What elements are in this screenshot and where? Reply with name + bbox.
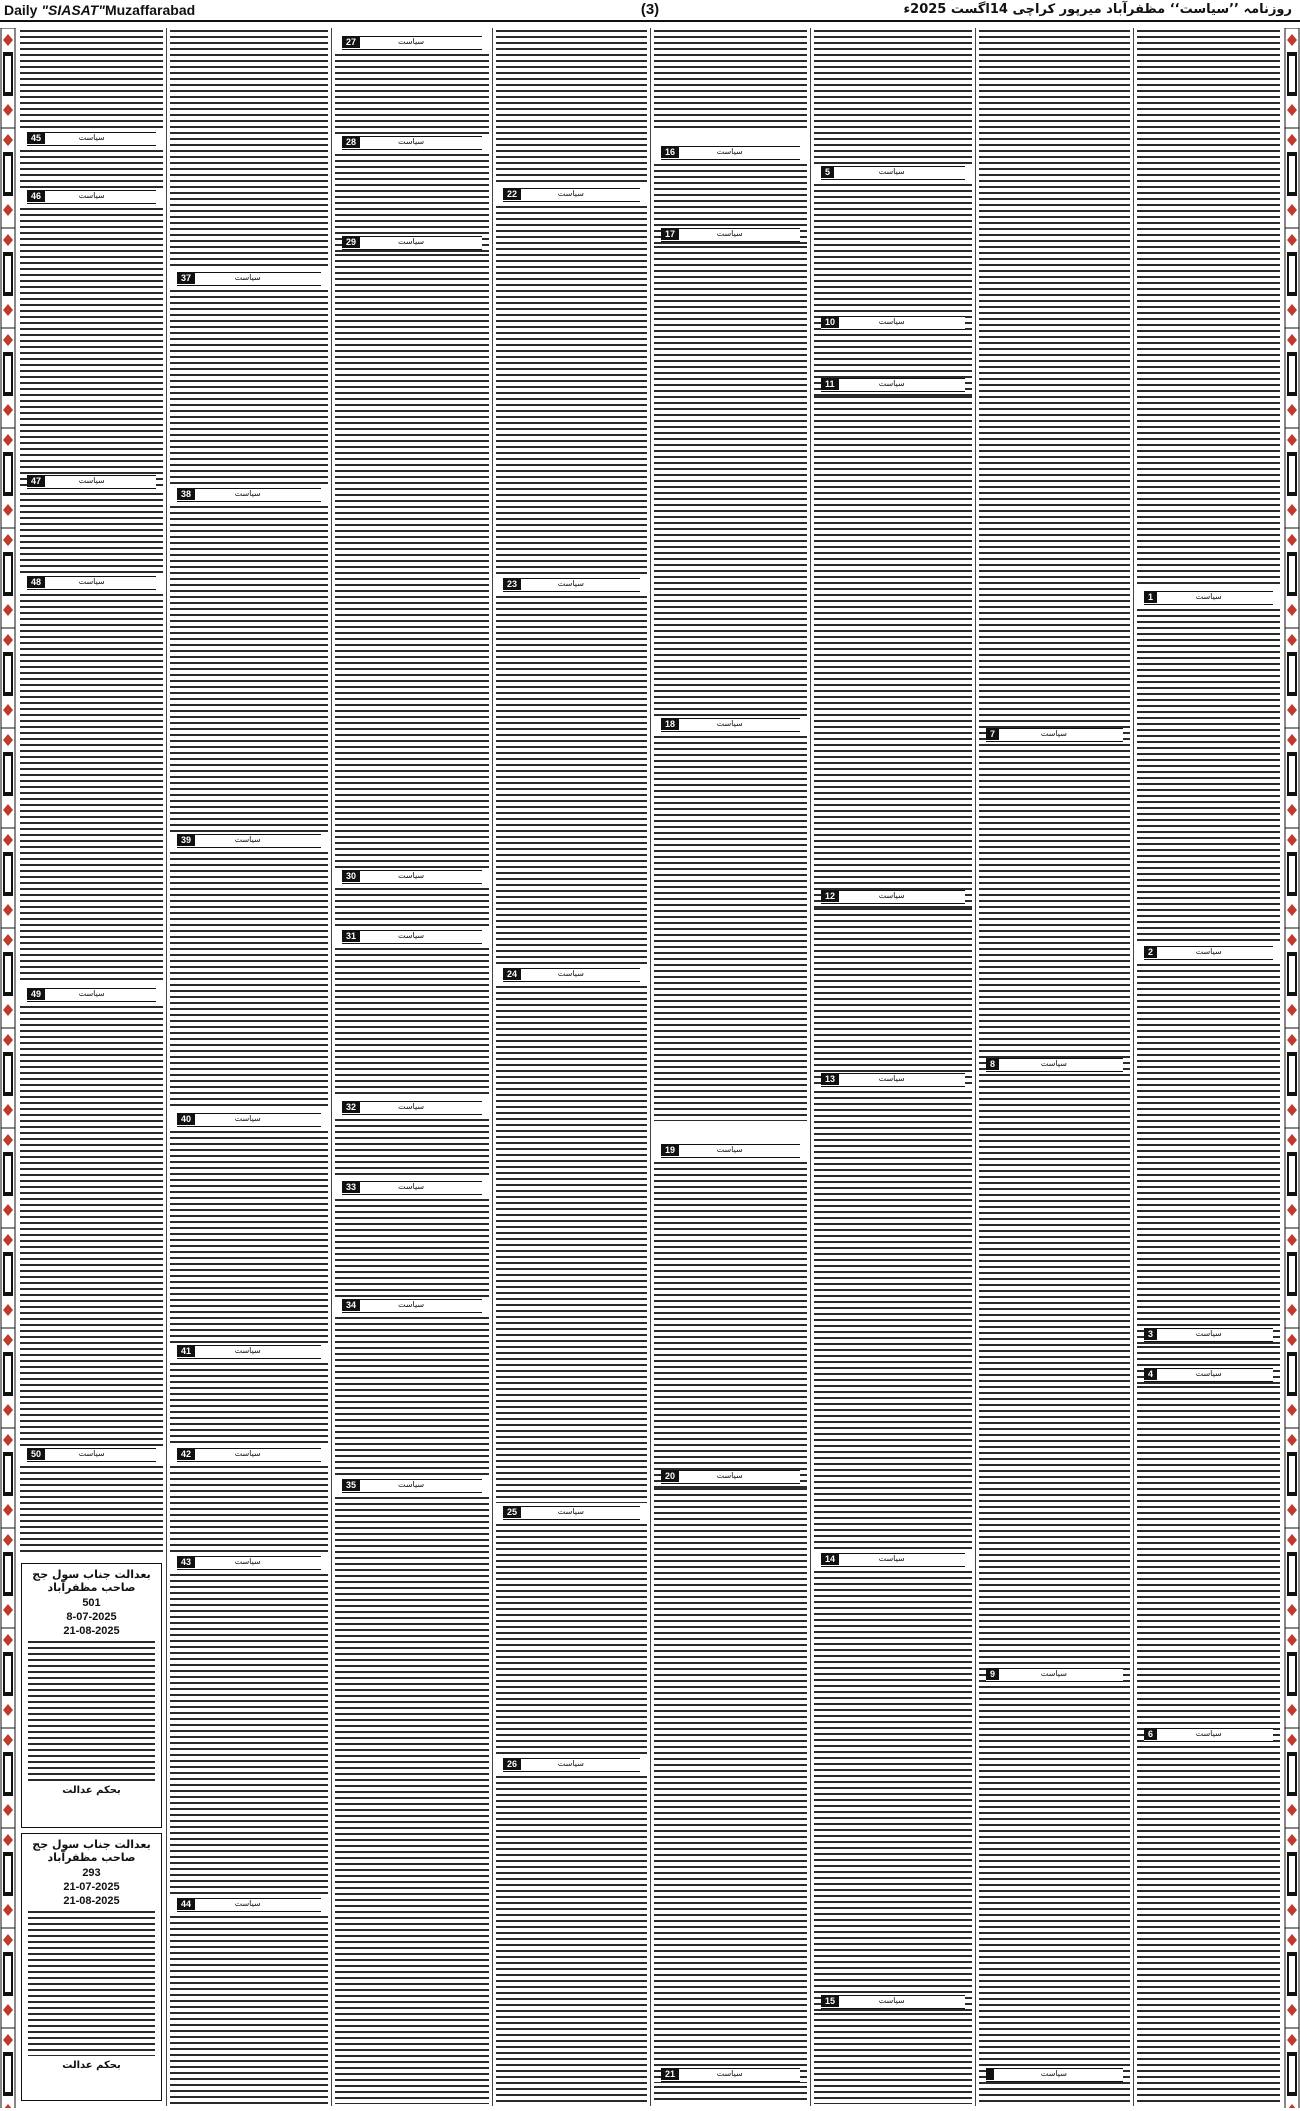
article-tag: 17 سیاست <box>661 228 800 242</box>
article-tag: 10 سیاست <box>821 316 965 330</box>
article-tag: 1 سیاست <box>1144 591 1273 605</box>
article-text <box>20 30 163 130</box>
article-tag: 18 سیاست <box>661 718 800 732</box>
article-tag: 29 سیاست <box>342 236 482 250</box>
article-tag: 5 سیاست <box>821 166 965 180</box>
article-tag: 35 سیاست <box>342 1479 482 1493</box>
column-2 <box>167 28 331 2106</box>
column-7 <box>976 28 1133 2106</box>
article-text <box>20 1006 163 1446</box>
article-tag: 27 سیاست <box>342 36 482 50</box>
article-text <box>814 334 972 404</box>
column-5 <box>651 28 810 2106</box>
article-tag: 28 سیاست <box>342 136 482 150</box>
urdu-dateline: روزنامہ ’’سیاست‘‘ مظفرآباد میرپور کراچی 14اگست 2025ء <box>903 2 1292 17</box>
article-tag: 30 سیاست <box>342 870 482 884</box>
masthead <box>0 0 1300 22</box>
article-tag: 34 سیاست <box>342 1299 482 1313</box>
article-text <box>654 1488 807 2083</box>
article-text <box>654 2086 807 2104</box>
article-tag: 48 سیاست <box>27 576 156 590</box>
article-tag: 32 سیاست <box>342 1101 482 1115</box>
article-text <box>335 1119 489 1179</box>
article-text <box>335 1497 489 2104</box>
court-notice: بعدالت جناب سول جج صاحب مظفرآباد 293 21-07-2025 21-08-2025 بحکم عدالت <box>21 1833 162 2101</box>
article-tag: 26 سیاست <box>503 1758 640 1772</box>
article-text <box>1137 1386 1280 1746</box>
article-tag: 6 سیاست <box>1144 1728 1273 1742</box>
right-border-ornament <box>1284 28 1300 2108</box>
article-text <box>814 396 972 918</box>
article-tag: 19 سیاست <box>661 1144 800 1158</box>
article-text <box>170 290 328 485</box>
article-text <box>335 54 489 134</box>
article-text <box>654 736 807 1121</box>
article-text <box>335 948 489 1098</box>
article-tag: 46 سیاست <box>27 190 156 204</box>
article-tag: 12 سیاست <box>821 890 965 904</box>
article-text <box>814 184 972 334</box>
article-tag: 39 سیاست <box>177 834 321 848</box>
article-tag: 21 سیاست <box>661 2068 800 2082</box>
article-tag: 24 سیاست <box>503 968 640 982</box>
article-tag: 38 سیاست <box>177 488 321 502</box>
article-tag: 41 سیاست <box>177 1345 321 1359</box>
article-tag: 2 سیاست <box>1144 946 1273 960</box>
article-text <box>20 150 163 188</box>
article-text <box>496 1524 647 1756</box>
article-text <box>170 1466 328 1554</box>
article-tag: 22 سیاست <box>503 188 640 202</box>
article-text <box>335 1317 489 1477</box>
article-text <box>335 254 489 868</box>
article-text <box>20 594 163 984</box>
article-tag: سیاست <box>986 2068 1123 2082</box>
article-tag: 31 سیاست <box>342 930 482 944</box>
article-text <box>335 1199 489 1297</box>
article-tag: 11 سیاست <box>821 378 965 392</box>
article-tag: 7 سیاست <box>986 728 1123 742</box>
article-tag: 8 سیاست <box>986 1058 1123 1072</box>
article-text <box>814 2013 972 2104</box>
article-tag: 13 سیاست <box>821 1073 965 1087</box>
article-tag: 40 سیاست <box>177 1113 321 1127</box>
article-text <box>496 986 647 1503</box>
article-tag: 49 سیاست <box>27 988 156 1002</box>
column-8 <box>1134 28 1283 2106</box>
article-tag: 15 سیاست <box>821 1995 965 2009</box>
article-text <box>170 1916 328 2104</box>
article-tag: 33 سیاست <box>342 1181 482 1195</box>
column-1 <box>17 28 166 2106</box>
article-text <box>654 30 807 130</box>
article-text <box>1137 964 1280 1346</box>
article-text <box>654 246 807 716</box>
article-text <box>170 506 328 836</box>
page-number: (3) <box>640 1 660 18</box>
article-tag: 16 سیاست <box>661 146 800 160</box>
article-text <box>814 908 972 1088</box>
article-tag: 20 سیاست <box>661 1470 800 1484</box>
article-tag: 45 سیاست <box>27 132 156 146</box>
left-border-ornament <box>0 28 16 2108</box>
article-tag: 50 سیاست <box>27 1448 156 1462</box>
article-text <box>979 30 1130 2104</box>
article-tag: 47 سیاست <box>27 475 156 489</box>
article-tag: 9 سیاست <box>986 1668 1123 1682</box>
article-text <box>170 30 328 270</box>
column-3 <box>332 28 492 2106</box>
article-text <box>20 1466 163 1556</box>
column-6 <box>811 28 975 2106</box>
article-tag: 23 سیاست <box>503 578 640 592</box>
article-text <box>814 30 972 165</box>
article-text <box>170 1363 328 1446</box>
column-4 <box>493 28 650 2106</box>
article-text <box>170 1574 328 1897</box>
article-text <box>814 1571 972 2013</box>
article-tag: 44 سیاست <box>177 1898 321 1912</box>
article-text <box>335 888 489 928</box>
article-text <box>170 1131 328 1343</box>
court-notice: بعدالت جناب سول جج صاحب مظفرآباد 501 8-07-2025 21-08-2025 بحکم عدالت <box>21 1563 162 1828</box>
article-text <box>814 1091 972 1551</box>
article-tag: 25 سیاست <box>503 1506 640 1520</box>
article-text <box>20 208 163 488</box>
article-text <box>20 493 163 573</box>
article-text <box>496 30 647 185</box>
article-tag: 4 سیاست <box>1144 1368 1273 1382</box>
article-text <box>496 596 647 966</box>
article-text <box>1137 30 1280 588</box>
article-text <box>1137 1746 1280 2104</box>
article-text <box>1137 609 1280 945</box>
paper-name-english: Daily "SIASAT"Muzaffarabad <box>4 2 196 18</box>
article-tag: 37 سیاست <box>177 272 321 286</box>
article-tag: 43 سیاست <box>177 1556 321 1570</box>
article-tag: 3 سیاست <box>1144 1328 1273 1342</box>
article-tag: 42 سیاست <box>177 1448 321 1462</box>
article-tag: 14 سیاست <box>821 1553 965 1567</box>
article-text <box>170 852 328 1110</box>
article-text <box>496 206 647 574</box>
article-text <box>496 1776 647 2104</box>
